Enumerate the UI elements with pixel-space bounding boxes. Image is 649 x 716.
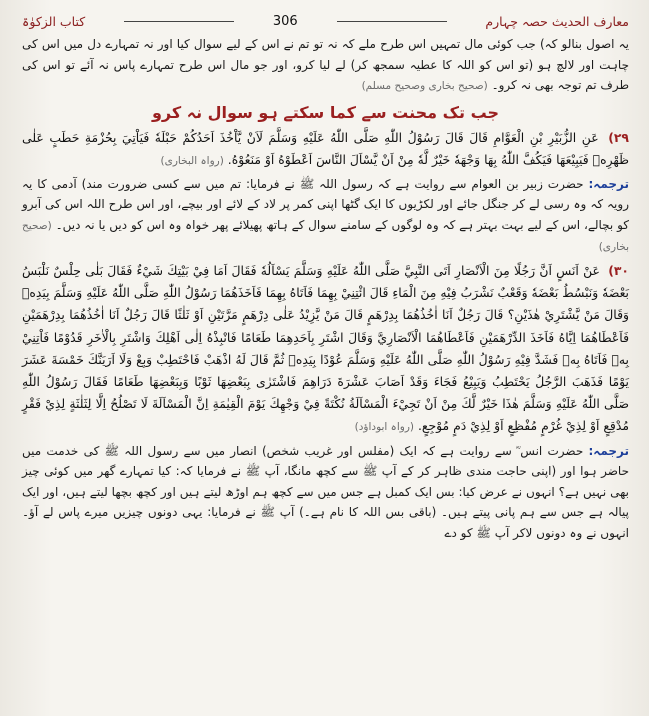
section-heading: جب تک محنت سے کما سکتے ہو سوال نہ کرو xyxy=(151,102,500,122)
translation-30-label: ترجمہ: xyxy=(588,443,629,458)
translation-30 xyxy=(22,441,629,544)
page-number: 306 xyxy=(272,13,298,29)
translation-29 xyxy=(22,174,629,258)
hadith-30-reference: (رواہ ابوداؤد) xyxy=(354,421,414,434)
book-title: معارف الحدیث حصہ چہارم xyxy=(485,13,629,29)
hadith-29-number: ۲۹) xyxy=(608,129,629,145)
header-rule-left xyxy=(124,21,234,22)
hadith-30-arabic: عَنْ اَنَسٍ اَنَّ رَجُلًا مِنَ الْاَنْصَارِ اَتَى النَّبِيَّ صَلَّى اللّٰهُ عَلَيْهِ وَسَلَّمَ يَسْاَلُهٗ فَقَالَ اَمَا فِيْ بَيْتِكَ شَيْءٌ فَقَالَ بَلٰى حِلْسٌ نَلْبَسُ بَعْضَهٗ وَنَبْسُطُ بَعْضَهٗ وَقَعْبٌ نَشْرَبُ فِيْهِ مِنَ الْمَاءِ قَالَ ائْتِنِيْ بِهِمَا فَاَتَاهُ بِهِمَا فَاَخَذَهُمَا رَسُوْلُ اللّٰهِ صَلَّى اللّٰهُ عَلَيْهِ وَسَلَّمَ بِيَدِهٖ وَقَالَ مَنْ يَّشْتَرِيْ هٰذَيْنِ؟ قَالَ رَجُلٌ اَنَا اٰخُذُهُمَا بِدِرْهَمٍ قَالَ مَنْ يَّزِيْدُ عَلٰى دِرْهَمٍ مَرَّتَيْنِ اَوْ ثَلٰثًا قَالَ رَجُلٌ اَنَا اٰخُذُهُمَا بِدِرْهَمَيْنِ فَاَعْطَاهُمَا اِيَّاهُ فَاَخَذَ الدِّرْهَمَيْنِ فَاَعْطَاهُمَا الْاَنْصَارِيَّ وَقَالَ اشْتَرِ بِاَحَدِهِمَا طَعَامًا فَانْبِذْهُ اِلٰى اَهْلِكَ وَاشْتَرِ بِالْاٰخَرِ قَدُوْمًا فَاْتِنِيْ بِهٖ فَاَتَاهُ بِهٖ فَشَدَّ فِيْهِ رَسُوْلُ اللّٰهِ صَلَّى اللّٰهُ عَلَيْهِ وَسَلَّمَ عُوْدًا بِيَدِهٖ ثُمَّ قَالَ لَهُ اذْهَبْ فَاحْتَطِبْ وَبِعْ وَلَا اَرَيَنَّكَ خَمْسَةَ عَشَرَ يَوْمًا فَذَهَبَ الرَّجُلُ يَحْتَطِبُ وَيَبِيْعُ فَجَاءَ وَقَدْ اَصَابَ عَشْرَةَ دَرَاهِمَ فَاشْتَرٰى بِبَعْضِهَا ثَوْبًا وَبِبَعْضِهَا طَعَامًا فَقَالَ رَسُوْلُ اللّٰهِ صَلَّى اللّٰهُ عَلَيْهِ وَسَلَّمَ هٰذَا خَيْرٌ لَّكَ مِنْ اَنْ تَجِيْءَ الْمَسْاَلَةُ نُكْتَةً فِيْ وَجْهِكَ يَوْمَ الْقِيٰمَةِ اِنَّ الْمَسْاَلَةَ لَا تَصْلُحُ اِلَّا لِثَلٰثَةٍ لِذِيْ فَقْرٍ مُدْقِعٍ اَوْ لِذِيْ غُرْمٍ مُفْظِعٍ اَوْ لِذِيْ دَمٍ مُوْجِعٍ. xyxy=(22,262,629,434)
intro-paragraph xyxy=(22,34,629,97)
page-header xyxy=(22,8,629,34)
translation-29-reference: (صحیح بخاری) xyxy=(22,219,629,254)
header-rule-right xyxy=(337,21,447,22)
intro-text: یہ اصول بنالو کہ) جب کوئی مال تمہیں اس طرح ملے کہ نہ تو تم نے اس کے لیے سوال کیا اور نہ تمہارے دل میں اس کی چاہت اور لالچ ہو (تو اس کو اللہ کا عطیہ سمجھ کر) لے لیا کرو، اور جو مال اس طرح تمہارے پاس نہ آئے تو اس کی طرف تم توجہ بھی نہ کرو۔ xyxy=(22,37,629,92)
hadith-29-reference: (رواہ البخاری) xyxy=(160,154,224,167)
hadith-30-number: ۳۰) xyxy=(608,262,629,278)
translation-29-label: ترجمہ: xyxy=(588,176,629,191)
hadith-30 xyxy=(22,260,629,439)
translation-30-text: حضرت انس ؓ سے روایت ہے کہ ایک (مفلس اور غریب شخص) انصار میں سے رسول اللہ ﷺ کی خدمت میں حاضر ہوا اور (اپنی حاجت مندی ظاہر کر کے آپ ﷺ سے کچھ مانگا، آپ ﷺ نے فرمایا کہ: کیا تمہارے گھر میں کوئی چیز بھی نہیں ہے؟ انہوں نے عرض کیا: بس ایک کمبل ہے جس میں سے کچھ ہم اوڑھ لیتے ہیں اور کچھ بچھا لیتے ہیں، اور ایک پیالہ ہے جس سے ہم پانی پیتے ہیں۔ (باقی بس اللہ کا نام ہے۔) آپ ﷺ نے فرمایا: یہی دونوں چیزیں میرے پاس لے آؤ۔ انہوں نے وہ دونوں لاکر آپ ﷺ کو دے xyxy=(22,443,629,540)
hadith-29-arabic: عَنِ الزُّبَيْرِ بْنِ الْعَوَّامِ قَالَ قَالَ رَسُوْلُ اللّٰهِ صَلَّى اللّٰهُ عَلَيْهِ وَسَلَّمَ لَاَنْ يَّاْخُذَ اَحَدُكُمْ حَبْلَهٗ فَيَاْتِيَ بِحُزْمَةِ حَطَبٍ عَلٰى ظَهْرِهٖ فَيَبِيْعَهَا فَيَكُفَّ اللّٰهُ بِهَا وَجْهَهٗ خَيْرٌ لَّهٗ مِنْ اَنْ يَّسْاَلَ النَّاسَ اَعْطَوْهُ اَوْ مَنَعُوْهُ. xyxy=(22,129,629,167)
chapter-title: کتاب الزکوٰۃ xyxy=(22,13,86,29)
translation-29-text: حضرت زبیر بن العوام سے روایت ہے کہ رسول اللہ ﷺ نے فرمایا: تم میں سے کسی ضرورت مند) آدمی کا یہ رویہ کہ وہ رسی لے کر جنگل جائے اور لکڑیوں کا ایک گٹھا اپنی کمر پر لاد کے لائے اور بیچے، اور اس طرح اللہ اس کی آبرو کو بچالے، اس کے لیے بہت بہتر ہے کہ وہ لوگوں کے سامنے سوال کے ہاتھ پھیلائے پھر خواہ وہ اس کو دیں یا نہ دیں۔ xyxy=(22,176,629,232)
intro-reference: (صحیح بخاری وصحیح مسلم) xyxy=(361,80,488,92)
hadith-29 xyxy=(22,127,629,172)
